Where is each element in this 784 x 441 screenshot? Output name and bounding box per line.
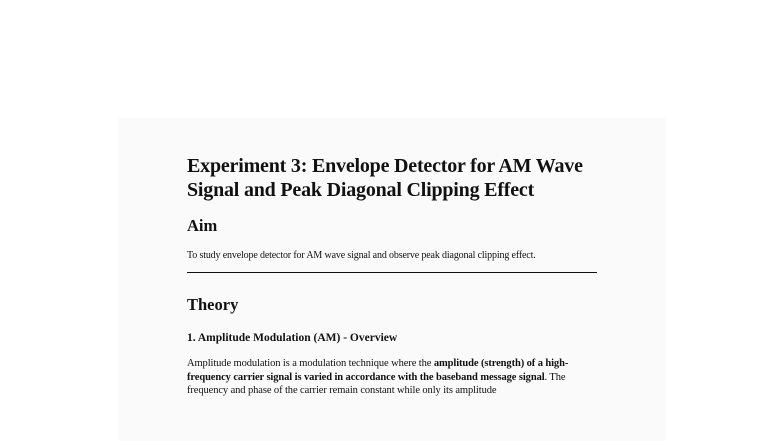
page-title: Experiment 3: Envelope Detector for AM Wave Signal and Peak Diagonal Clipping Effect — [187, 155, 583, 201]
horizontal-rule — [187, 272, 597, 273]
theory-subheading: 1. Amplitude Modulation (AM) - Overview — [187, 332, 398, 344]
theory-paragraph — [187, 357, 597, 398]
document-page — [118, 118, 666, 441]
paragraph-text: . The frequency and phase of the carrier remain constant while only its amplitude — [187, 371, 566, 396]
page-content — [187, 154, 597, 398]
aim-text: To study envelope detector for AM wave signal and observe peak diagonal clipping effect. — [187, 250, 536, 261]
aim-heading: Aim — [187, 216, 218, 235]
theory-heading: Theory — [187, 295, 239, 314]
paragraph-text: Amplitude modulation is a modulation technique where the — [187, 358, 434, 369]
paragraph-bold-text: amplitude (strength) of a high-frequency carrier signal is varied in accordance with the baseband message signal — [187, 358, 569, 383]
